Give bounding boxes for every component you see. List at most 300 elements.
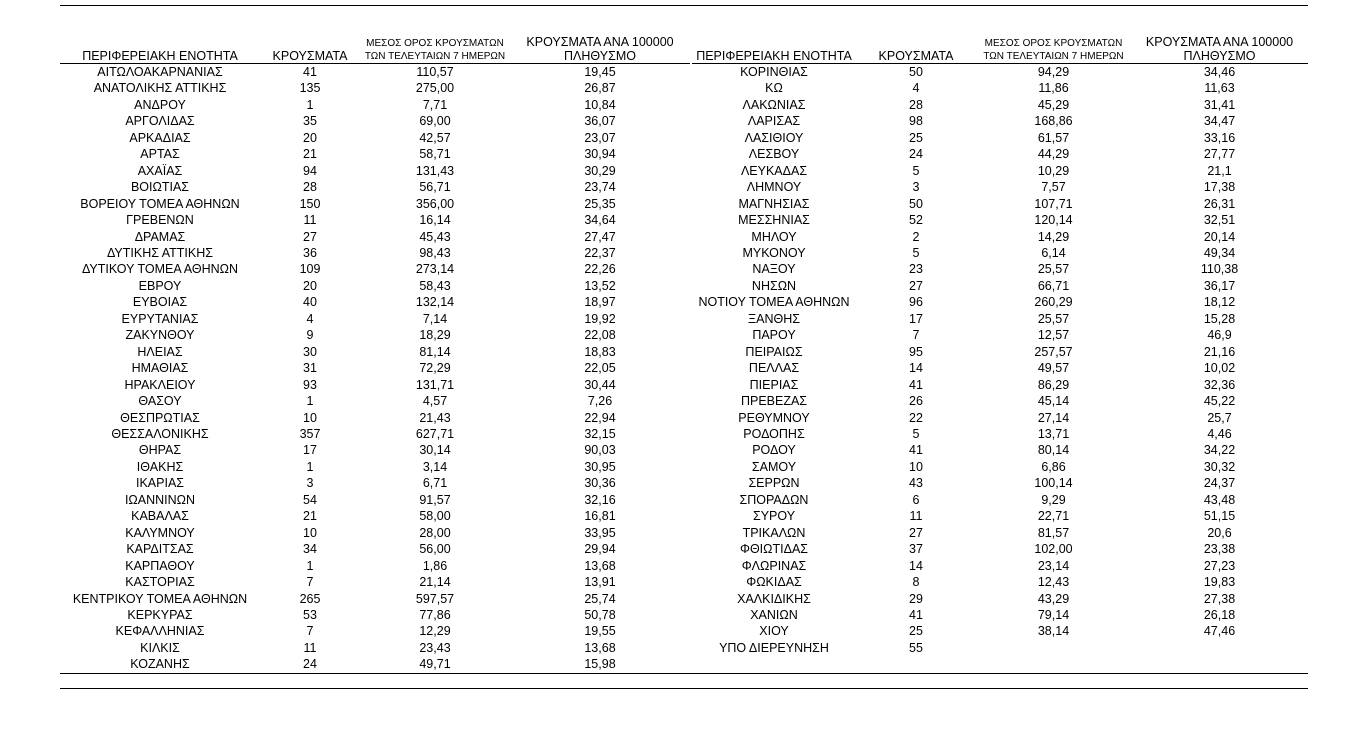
region-cell: ΚΑΛΥΜΝΟΥ	[125, 525, 195, 540]
table-row	[60, 442, 690, 458]
table-row	[692, 360, 1308, 376]
left-table-body	[60, 64, 690, 673]
per-100000-cell: 21,16	[1203, 344, 1236, 359]
region-cell: ΡΟΔΟΥ	[752, 443, 796, 458]
table-row	[692, 130, 1308, 146]
region-cell: ΕΥΒΟΙΑΣ	[132, 295, 188, 310]
per-100000-cell: 18,12	[1203, 295, 1236, 310]
region-cell: ΛΕΣΒΟΥ	[748, 147, 800, 162]
per-100000-cell: 47,46	[1203, 624, 1236, 639]
avg-7day-cell: 45,29	[1037, 97, 1070, 112]
table-row	[692, 229, 1308, 245]
table-row	[692, 311, 1308, 327]
region-cell: ΙΘΑΚΗΣ	[136, 459, 184, 474]
per-100000-cell: 22,26	[584, 262, 616, 277]
cases-cell: 265	[299, 591, 321, 606]
table-row	[692, 623, 1308, 639]
header-region: ΠΕΡΙΦΕΡΕΙΑΚΗ ΕΝΟΤΗΤΑ	[82, 49, 238, 63]
header-per-100000: ΚΡΟΥΣΜΑΤΑ ΑΝΑ 100000 ΠΛΗΘΥΣΜΟ	[526, 35, 674, 63]
table-row	[692, 64, 1308, 81]
avg-7day-cell: 58,00	[419, 509, 451, 524]
table-row	[692, 113, 1308, 129]
per-100000-cell: 26,31	[1203, 196, 1236, 211]
table-row	[692, 410, 1308, 426]
avg-7day-cell: 21,14	[419, 575, 451, 590]
per-100000-cell: 31,41	[1203, 97, 1236, 112]
per-100000-cell: 30,95	[584, 459, 616, 474]
region-cell: ΡΟΔΟΠΗΣ	[743, 426, 805, 441]
cases-cell: 11	[303, 213, 317, 228]
cases-cell: 25	[909, 130, 923, 145]
cases-cell: 22	[909, 410, 923, 425]
table-row	[692, 508, 1308, 524]
avg-7day-cell: 66,71	[1037, 278, 1070, 293]
region-cell: ΘΗΡΑΣ	[138, 443, 182, 458]
avg-7day-cell: 27,14	[1037, 410, 1070, 425]
cases-cell: 93	[303, 377, 317, 392]
right-table-block	[692, 34, 1308, 656]
per-100000-cell: 30,32	[1203, 459, 1236, 474]
per-100000-cell: 19,92	[584, 311, 616, 326]
region-cell: ΚΕΦΑΛΛΗΝΙΑΣ	[115, 624, 205, 639]
right-table-body	[692, 64, 1308, 657]
per-100000-cell: 50,78	[584, 607, 616, 622]
avg-7day-cell: 100,14	[1034, 476, 1073, 491]
per-100000-cell: 15,98	[584, 657, 616, 672]
region-cell: ΔΥΤΙΚΟΥ ΤΟΜΕΑ ΑΘΗΝΩΝ	[81, 262, 239, 277]
table-row	[692, 492, 1308, 508]
cases-cell: 11	[303, 640, 317, 655]
avg-7day-cell: 42,57	[419, 130, 451, 145]
table-row	[692, 607, 1308, 623]
per-100000-cell: 43,48	[1203, 492, 1236, 507]
avg-7day-cell: 28,00	[419, 525, 451, 540]
avg-7day-cell: 7,57	[1041, 180, 1066, 195]
avg-7day-cell: 79,14	[1037, 607, 1070, 622]
header-7day-average: ΜΕΣΟΣ ΟΡΟΣ ΚΡΟΥΣΜΑΤΩΝ ΤΩΝ ΤΕΛΕΥΤΑΙΩΝ 7 ΗΜΕΡΩΝ	[364, 38, 506, 62]
table-row	[692, 393, 1308, 409]
avg-7day-cell: 7,71	[422, 97, 448, 112]
per-100000-cell: 7,26	[587, 394, 613, 409]
per-100000-cell: 26,18	[1203, 607, 1236, 622]
table-row	[692, 278, 1308, 294]
cases-cell: 55	[909, 640, 923, 655]
avg-7day-cell: 86,29	[1037, 377, 1070, 392]
per-100000-cell: 4,46	[1207, 426, 1232, 441]
avg-7day-cell: 6,14	[1041, 245, 1066, 260]
table-row	[60, 344, 690, 360]
table-row	[692, 327, 1308, 343]
table-row	[60, 113, 690, 129]
region-cell: ΚΙΛΚΙΣ	[140, 640, 180, 655]
region-cell: ΚΑΒΑΛΑΣ	[131, 509, 189, 524]
avg-7day-cell: 23,43	[419, 640, 451, 655]
per-100000-cell: 13,68	[584, 558, 616, 573]
region-cell: ΜΑΓΝΗΣΙΑΣ	[738, 196, 810, 211]
region-cell: ΜΕΣΣΗΝΙΑΣ	[738, 213, 810, 228]
cases-cell: 28	[909, 97, 923, 112]
per-100000-cell: 26,87	[584, 81, 616, 96]
avg-7day-cell: 22,71	[1037, 509, 1070, 524]
table-row	[60, 459, 690, 475]
avg-7day-cell: 131,43	[415, 163, 455, 178]
table-row	[692, 459, 1308, 475]
region-cell: ΞΑΝΘΗΣ	[748, 311, 800, 326]
table-row	[60, 377, 690, 393]
table-row	[692, 558, 1308, 574]
region-cell: ΙΩΑΝΝΙΝΩΝ	[124, 492, 196, 507]
avg-7day-cell: 120,14	[1034, 213, 1073, 228]
per-100000-cell: 15,28	[1203, 311, 1236, 326]
cases-cell: 7	[912, 328, 920, 343]
region-cell: ΑΙΤΩΛΟΑΚΑΡΝΑΝΙΑΣ	[97, 65, 223, 79]
avg-7day-cell: 3,14	[422, 459, 448, 474]
per-100000-cell: 32,15	[584, 426, 616, 441]
table-row	[60, 179, 690, 195]
table-row	[60, 245, 690, 261]
cases-cell: 41	[909, 443, 923, 458]
per-100000-cell: 90,03	[584, 443, 616, 458]
avg-7day-cell: 597,57	[415, 591, 455, 606]
cases-cell: 53	[303, 607, 317, 622]
region-cell: ΘΕΣΣΑΛΟΝΙΚΗΣ	[111, 426, 209, 441]
cases-cell: 109	[299, 262, 321, 277]
region-cell: ΧΙΟΥ	[759, 624, 789, 639]
table-row	[692, 475, 1308, 491]
table-row	[692, 294, 1308, 310]
avg-7day-cell: 21,43	[419, 410, 451, 425]
cases-cell: 5	[912, 245, 920, 260]
region-cell: ΛΗΜΝΟΥ	[746, 180, 802, 195]
cases-cell: 41	[909, 377, 923, 392]
avg-7day-cell: 168,86	[1034, 114, 1073, 129]
per-100000-cell: 13,68	[584, 640, 616, 655]
per-100000-cell: 30,36	[584, 476, 616, 491]
table-row	[692, 212, 1308, 228]
avg-7day-cell: 13,71	[1037, 426, 1070, 441]
cases-cell: 1	[306, 394, 314, 409]
avg-7day-cell: 25,57	[1037, 262, 1070, 277]
table-row	[692, 591, 1308, 607]
table-row	[692, 163, 1308, 179]
table-row	[692, 344, 1308, 360]
per-100000-cell: 32,51	[1203, 213, 1236, 228]
avg-7day-cell: 58,71	[419, 147, 451, 162]
per-100000-cell: 24,37	[1203, 476, 1236, 491]
cases-cell: 21	[303, 147, 317, 162]
avg-7day-cell: 43,29	[1037, 591, 1070, 606]
region-cell: ΝΟΤΙΟΥ ΤΟΜΕΑ ΑΘΗΝΩΝ	[698, 295, 850, 310]
avg-7day-cell: 1,86	[422, 558, 448, 573]
avg-7day-cell: 72,29	[419, 361, 451, 376]
cases-cell: 4	[306, 311, 314, 326]
cases-cell: 8	[912, 575, 920, 590]
cases-cell: 96	[909, 295, 923, 310]
cases-cell: 7	[306, 575, 314, 590]
avg-7day-cell: 81,57	[1037, 525, 1070, 540]
cases-cell: 25	[909, 624, 923, 639]
avg-7day-cell: 12,57	[1037, 328, 1070, 343]
per-100000-cell: 49,34	[1203, 245, 1236, 260]
cases-cell: 28	[303, 180, 317, 195]
per-100000-cell: 16,81	[584, 509, 616, 524]
cases-cell: 24	[303, 657, 317, 672]
region-cell: ΣΠΟΡΑΔΩΝ	[739, 492, 809, 507]
cases-cell: 52	[909, 213, 923, 228]
cases-cell: 35	[303, 114, 317, 129]
cases-cell: 17	[303, 443, 317, 458]
table-row	[692, 640, 1308, 656]
per-100000-cell: 10,02	[1203, 361, 1236, 376]
avg-7day-cell: 98,43	[419, 245, 451, 260]
per-100000-cell: 33,95	[584, 525, 616, 540]
region-cell: ΙΚΑΡΙΑΣ	[135, 476, 185, 491]
avg-7day-cell: 260,29	[1034, 295, 1073, 310]
region-cell: ΣΑΜΟΥ	[751, 459, 797, 474]
table-row	[60, 640, 690, 656]
avg-7day-cell: 23,14	[1037, 558, 1070, 573]
cases-cell: 17	[909, 311, 923, 326]
table-row	[60, 163, 690, 179]
per-100000-cell: 25,74	[584, 591, 616, 606]
table-row	[692, 196, 1308, 212]
header-cases: ΚΡΟΥΣΜΑΤΑ	[878, 49, 954, 63]
region-cell: ΔΡΑΜΑΣ	[134, 229, 186, 244]
avg-7day-cell: 4,57	[422, 394, 448, 409]
cases-cell: 36	[303, 245, 317, 260]
region-cell: ΗΛΕΙΑΣ	[137, 344, 183, 359]
region-cell: ΘΕΣΠΡΩΤΙΑΣ	[120, 410, 200, 425]
cases-cell: 95	[909, 344, 923, 359]
per-100000-cell: 27,38	[1203, 591, 1236, 606]
per-100000-cell: 22,94	[584, 410, 616, 425]
avg-7day-cell: 56,71	[419, 180, 451, 195]
right-cases-table	[692, 34, 1308, 656]
per-100000-cell: 51,15	[1203, 509, 1236, 524]
cases-cell: 31	[303, 361, 317, 376]
region-cell: ΑΧΑΪΑΣ	[137, 163, 183, 178]
avg-7day-cell: 131,71	[415, 377, 455, 392]
avg-7day-cell: 275,00	[415, 81, 455, 96]
region-cell: ΦΘΙΩΤΙΔΑΣ	[739, 542, 809, 557]
avg-7day-cell: 61,57	[1037, 130, 1070, 145]
per-100000-cell: 19,45	[584, 65, 616, 79]
cases-cell: 27	[909, 278, 923, 293]
avg-7day-cell: 627,71	[415, 426, 455, 441]
cases-cell: 23	[909, 262, 923, 277]
table-row	[692, 541, 1308, 557]
region-cell: ΠΕΛΛΑΣ	[748, 361, 800, 376]
per-100000-cell: 22,08	[584, 328, 616, 343]
cases-cell: 9	[306, 328, 314, 343]
table-row	[60, 574, 690, 590]
region-cell: ΤΡΙΚΑΛΩΝ	[742, 525, 806, 540]
per-100000-cell: 27,77	[1203, 147, 1236, 162]
per-100000-cell: 30,44	[584, 377, 616, 392]
cases-cell: 10	[303, 525, 317, 540]
table-row	[60, 261, 690, 277]
region-cell: ΖΑΚΥΝΘΟΥ	[125, 328, 195, 343]
table-row	[60, 492, 690, 508]
avg-7day-cell: 110,57	[416, 65, 454, 79]
per-100000-cell: 19,55	[584, 624, 616, 639]
avg-7day-cell: 10,29	[1037, 163, 1070, 178]
avg-7day-cell: 356,00	[415, 196, 455, 211]
per-100000-cell: 18,83	[584, 344, 616, 359]
cases-cell: 41	[909, 607, 923, 622]
table-row	[60, 80, 690, 96]
avg-7day-cell: 45,43	[419, 229, 451, 244]
avg-7day-cell: 58,43	[419, 278, 451, 293]
region-cell: ΠΑΡΟΥ	[752, 328, 796, 343]
region-cell: ΦΩΚΙΔΑΣ	[746, 575, 802, 590]
header-cases: ΚΡΟΥΣΜΑΤΑ	[272, 49, 348, 63]
region-cell: ΘΑΣΟΥ	[138, 394, 182, 409]
per-100000-cell: 32,16	[584, 492, 616, 507]
region-cell: ΚΑΡΔΙΤΣΑΣ	[126, 542, 194, 557]
cases-cell: 6	[912, 492, 920, 507]
table-row	[60, 508, 690, 524]
table-row	[60, 607, 690, 623]
cases-cell: 50	[909, 196, 923, 211]
avg-7day-cell: 80,14	[1037, 443, 1070, 458]
avg-7day-cell: 56,00	[419, 542, 451, 557]
region-cell: ΜΗΛΟΥ	[751, 229, 797, 244]
table-row	[692, 179, 1308, 195]
cases-cell: 7	[306, 624, 314, 639]
per-100000-cell: 36,07	[584, 114, 616, 129]
region-cell: ΚΑΣΤΟΡΙΑΣ	[125, 575, 195, 590]
table-row	[692, 97, 1308, 113]
header-region: ΠΕΡΙΦΕΡΕΙΑΚΗ ΕΝΟΤΗΤΑ	[696, 49, 852, 63]
avg-7day-cell: 30,14	[419, 443, 451, 458]
region-cell: ΒΟΡΕΙΟΥ ΤΟΜΕΑ ΑΘΗΝΩΝ	[80, 196, 240, 211]
cases-cell: 4	[912, 81, 920, 96]
table-row	[60, 656, 690, 672]
per-100000-cell: 13,91	[584, 575, 616, 590]
region-cell: ΛΑΡΙΣΑΣ	[747, 114, 801, 129]
cases-cell: 14	[909, 558, 923, 573]
table-row	[60, 360, 690, 376]
avg-7day-cell: 7,14	[422, 311, 448, 326]
table-row	[692, 442, 1308, 458]
region-cell: ΛΑΣΙΘΙΟΥ	[744, 130, 804, 145]
region-cell: ΑΝΑΤΟΛΙΚΗΣ ΑΤΤΙΚΗΣ	[93, 81, 227, 96]
cases-cell: 24	[909, 147, 923, 162]
per-100000-cell: 11,63	[1204, 81, 1235, 96]
cases-cell: 10	[909, 459, 923, 474]
per-100000-cell: 34,46	[1203, 65, 1236, 79]
region-cell: ΚΕΡΚΥΡΑΣ	[127, 607, 193, 622]
table-row	[692, 80, 1308, 96]
cases-cell: 43	[909, 476, 923, 491]
per-100000-cell: 23,38	[1203, 542, 1236, 557]
table-row	[692, 426, 1308, 442]
bottom-rule	[60, 688, 1308, 689]
table-row	[60, 294, 690, 310]
avg-7day-cell: 45,14	[1037, 394, 1070, 409]
table-row	[60, 212, 690, 228]
avg-7day-cell: 273,14	[415, 262, 455, 277]
table-end-rule	[60, 673, 1308, 674]
region-cell: ΒΟΙΩΤΙΑΣ	[130, 180, 190, 195]
cases-cell: 30	[303, 344, 317, 359]
cases-cell: 3	[912, 180, 920, 195]
table-row	[60, 558, 690, 574]
cases-cell: 41	[303, 65, 317, 79]
table-row	[60, 475, 690, 491]
per-100000-cell: 20,6	[1207, 525, 1232, 540]
cases-cell: 357	[299, 426, 321, 441]
cases-cell: 21	[303, 509, 317, 524]
cases-cell: 11	[909, 509, 923, 524]
cases-cell: 2	[912, 229, 920, 244]
top-rule	[60, 5, 1308, 6]
per-100000-cell: 33,16	[1203, 130, 1236, 145]
per-100000-cell: 46,9	[1207, 328, 1232, 343]
per-100000-cell: 30,29	[584, 163, 616, 178]
avg-7day-cell: 16,14	[419, 213, 451, 228]
avg-7day-cell: 77,86	[419, 607, 451, 622]
avg-7day-cell: 69,00	[419, 114, 451, 129]
per-100000-cell: 25,7	[1207, 410, 1232, 425]
region-cell: ΑΡΤΑΣ	[140, 147, 180, 162]
table-row	[692, 574, 1308, 590]
header-7day-average: ΜΕΣΟΣ ΟΡΟΣ ΚΡΟΥΣΜΑΤΩΝ ΤΩΝ ΤΕΛΕΥΤΑΙΩΝ 7 ΗΜΕΡΩΝ	[983, 38, 1124, 62]
table-row	[692, 245, 1308, 261]
cases-cell: 50	[909, 65, 923, 79]
table-row	[60, 146, 690, 162]
cases-cell: 37	[909, 542, 923, 557]
avg-7day-cell: 257,57	[1034, 344, 1073, 359]
region-cell: ΡΕΘΥΜΝΟΥ	[738, 410, 810, 425]
per-100000-cell: 27,23	[1203, 558, 1236, 573]
region-cell: ΑΡΚΑΔΙΑΣ	[129, 130, 191, 145]
table-row	[60, 196, 690, 212]
per-100000-cell: 45,22	[1203, 394, 1236, 409]
avg-7day-cell: 12,29	[419, 624, 451, 639]
cases-cell: 1	[306, 558, 314, 573]
table-row	[60, 426, 690, 442]
cases-cell: 54	[303, 492, 317, 507]
table-row	[60, 591, 690, 607]
region-cell: ΗΜΑΘΙΑΣ	[131, 361, 189, 376]
per-100000-cell: 36,17	[1203, 278, 1236, 293]
region-cell: ΠΕΙΡΑΙΩΣ	[745, 344, 803, 359]
avg-7day-cell: 6,71	[422, 476, 448, 491]
region-cell: ΚΩ	[765, 81, 783, 96]
per-100000-cell: 110,38	[1200, 262, 1239, 277]
region-cell: ΣΥΡΟΥ	[752, 509, 796, 524]
table-row	[60, 311, 690, 327]
region-cell: ΗΡΑΚΛΕΙΟΥ	[124, 377, 196, 392]
per-100000-cell: 34,47	[1203, 114, 1236, 129]
avg-7day-cell: 38,14	[1037, 624, 1070, 639]
per-100000-cell: 22,37	[584, 245, 616, 260]
region-cell: ΓΡΕΒΕΝΩΝ	[126, 213, 194, 228]
cases-cell: 29	[909, 591, 923, 606]
region-cell: ΛΑΚΩΝΙΑΣ	[742, 97, 806, 112]
avg-7day-cell	[976, 640, 1131, 656]
cases-cell: 150	[299, 196, 321, 211]
cases-cell: 20	[303, 278, 317, 293]
left-cases-table	[60, 34, 690, 673]
per-100000-cell: 22,05	[584, 361, 616, 376]
cases-cell: 3	[306, 476, 314, 491]
table-row	[60, 541, 690, 557]
region-cell: ΣΕΡΡΩΝ	[748, 476, 800, 491]
avg-7day-cell: 18,29	[419, 328, 451, 343]
